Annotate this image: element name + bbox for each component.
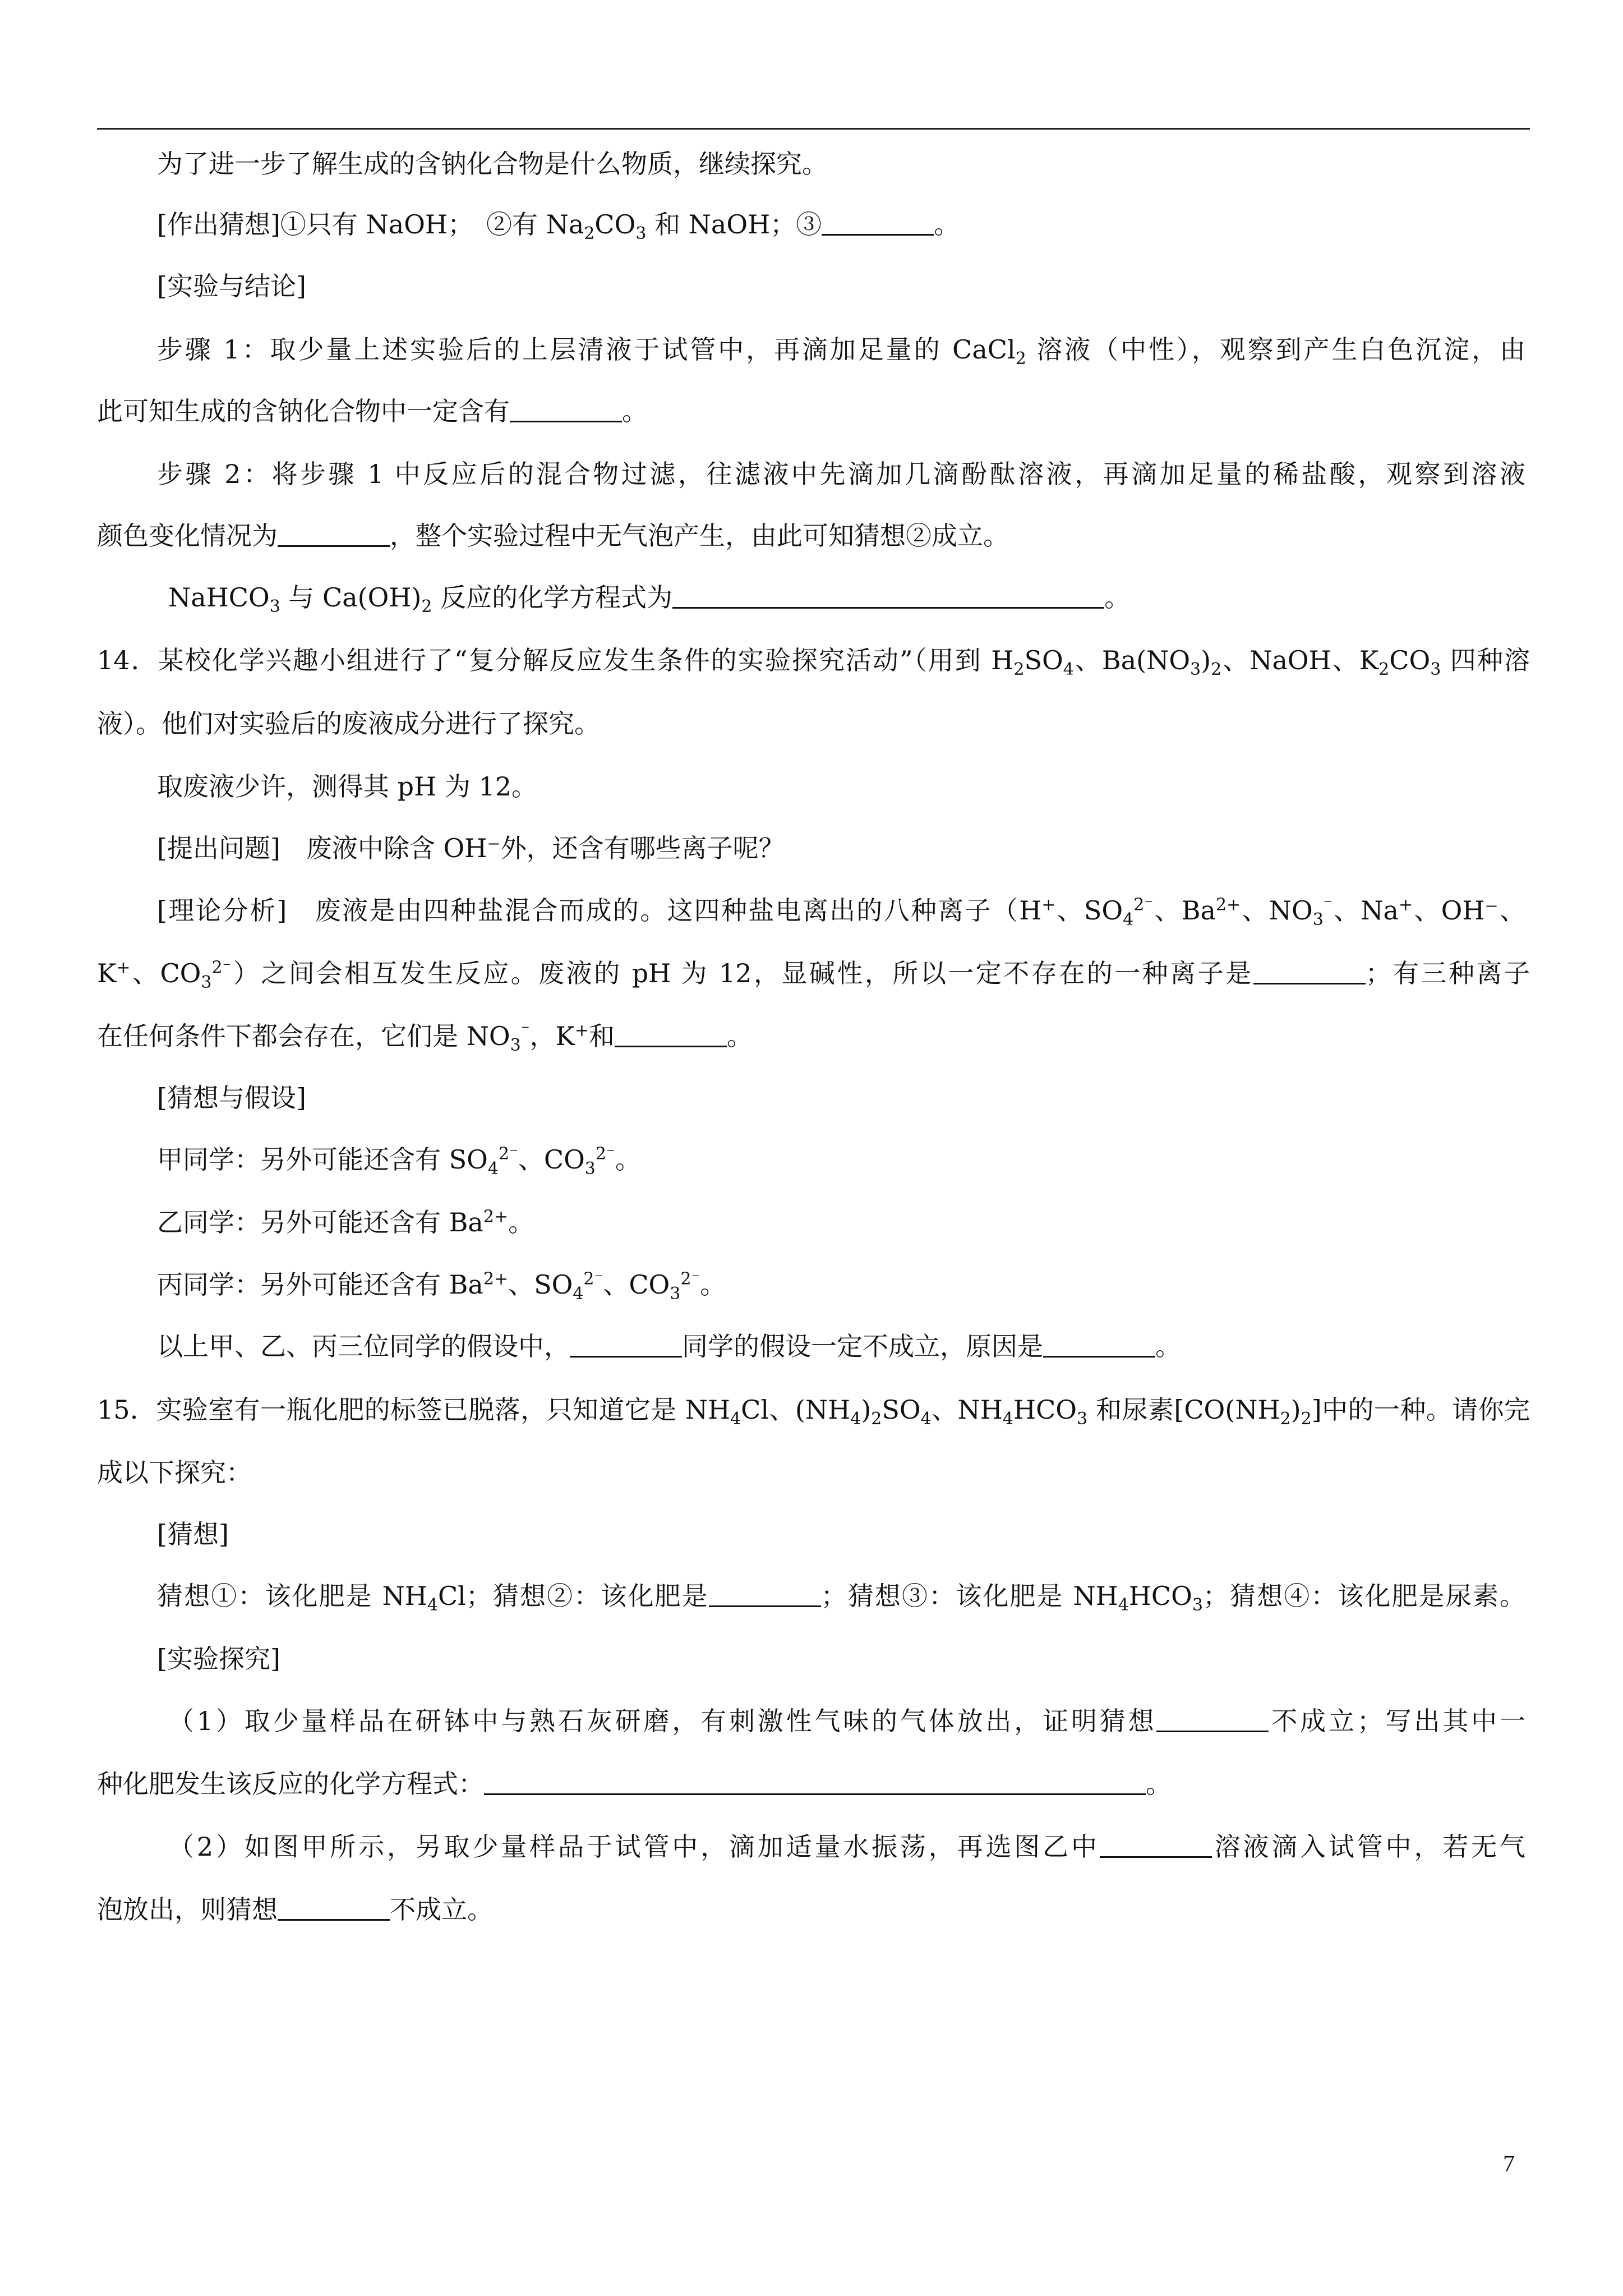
answer-blank[interactable]	[510, 398, 622, 422]
answer-blank[interactable]	[615, 1023, 727, 1047]
paragraph-line: 泡放出，则猜想 不成立。	[97, 1894, 493, 1925]
section-heading: [猜想]	[157, 1519, 229, 1549]
paragraph-line: 丙同学：另外可能还含有 $Ba^{2+}$、$SO_4^{2^-}$、$CO_3^{2^-}$。	[157, 1269, 726, 1304]
answer-blank[interactable]	[1156, 1708, 1269, 1732]
paragraph-line: 步骤 2：将步骤 1 中反应后的混合物过滤，往滤液中先滴加几滴酚酞溶液，再滴加足量的稀盐酸，观察到溶液	[157, 459, 1525, 489]
answer-blank[interactable]	[709, 1583, 821, 1607]
paragraph-line: 以上甲、乙、丙三位同学的假设中， 同学的假设一定不成立，原因是 。	[157, 1331, 1181, 1361]
section-heading: [实验与结论]	[157, 271, 306, 301]
answer-blank[interactable]	[278, 523, 390, 547]
paragraph-line: 颜色变化情况为 ，整个实验过程中无气泡产生，由此可知猜想②成立。	[97, 521, 1009, 551]
paragraph-line: [提出问题] 废液中除含 OH⁻外，还含有哪些离子呢？	[157, 833, 785, 863]
answer-blank[interactable]	[822, 211, 934, 236]
paragraph-line: [作出猜想]①只有 NaOH； ②有 $Na_2CO_3$ 和 NaOH；③ 。	[157, 209, 960, 244]
section-heading: [猜想与假设]	[157, 1083, 306, 1113]
paragraph-line: （1）取少量样品在研钵中与熟石灰研磨，有刺激性气味的气体放出，证明猜想 不成立；写出其中一	[168, 1706, 1525, 1736]
header-rule	[97, 128, 1530, 130]
paragraph-line: 取废液少许，测得其 pH 为 12。	[157, 771, 537, 802]
paragraph-line: 液）。他们对实验后的废液成分进行了探究。	[97, 708, 600, 739]
paragraph-line: 乙同学：另外可能还含有 $Ba^{2+}$。	[157, 1207, 534, 1237]
answer-blank[interactable]	[278, 1897, 390, 1921]
question-15: 15．实验室有一瓶化肥的标签已脱落，只知道它是 $NH_4Cl$、$(NH_4)_2SO_4$、$NH_4HCO_3$ 和尿素$[CO(NH_2)_2]$中的一种。请你完	[97, 1395, 1530, 1429]
paragraph-line: 此可知生成的含钠化合物中一定含有 。	[97, 396, 648, 426]
equation-blank[interactable]	[484, 1771, 1146, 1795]
page-number: 7	[1503, 2151, 1515, 2177]
paragraph-line: K+、$CO_3^{2^-}$）之间会相互发生反应。废液的 pH 为 12，显碱性，所以一定不存在的一种离子是 ；有三种离子	[97, 958, 1530, 993]
paragraph-line: 步骤 1：取少量上述实验后的上层清液于试管中，再滴加足量的 CaCl$_2$ 溶液（中性），观察到产生白色沉淀，由	[157, 334, 1525, 369]
paragraph-line: 成以下探究：	[97, 1457, 252, 1488]
answer-blank[interactable]	[1043, 1333, 1155, 1358]
equation-blank[interactable]	[672, 585, 1104, 609]
answer-blank[interactable]	[1100, 1834, 1212, 1858]
paragraph-line: NaHCO$_3$ 与 $Ca(OH)_2$ 反应的化学方程式为 。	[168, 582, 1131, 617]
paragraph-line: （2）如图甲所示，另取少量样品于试管中，滴加适量水振荡，再选图乙中 溶液滴入试管中，若无气	[168, 1832, 1525, 1862]
paragraph-line: [理论分析] 废液是由四种盐混合而成的。这四种盐电离出的八种离子（H+、$SO_4^{2^-}$、$Ba^{2+}$、$NO_3^{^-}$、Na+、OH⁻、	[157, 895, 1525, 930]
paragraph-line: 在任何条件下都会存在，它们是 $NO_3^{^-}$，K+和 。	[97, 1020, 753, 1056]
paragraph-line: 种化肥发生该反应的化学方程式： 。	[97, 1769, 1172, 1799]
paragraph-line: 为了进一步了解生成的含钠化合物是什么物质，继续探究。	[157, 149, 828, 179]
answer-blank[interactable]	[1253, 960, 1366, 984]
question-14: 14．某校化学兴趣小组进行了“复分解反应发生条件的实验探究活动”（用到 $H_2SO_4$、$Ba(NO_3)_2$、NaOH、$K_2CO_3$ 四种溶	[97, 645, 1530, 680]
section-heading: [实验探究]	[157, 1644, 280, 1674]
paragraph-line: 猜想①：该化肥是 $NH_4Cl$；猜想②：该化肥是 ；猜想③：该化肥是 $NH_4HCO_3$；猜想④：该化肥是尿素。	[157, 1581, 1525, 1616]
answer-blank[interactable]	[570, 1333, 682, 1358]
paragraph-line: 甲同学：另外可能还含有 $SO_4^{2^-}$、$CO_3^{2^-}$。	[157, 1144, 641, 1179]
